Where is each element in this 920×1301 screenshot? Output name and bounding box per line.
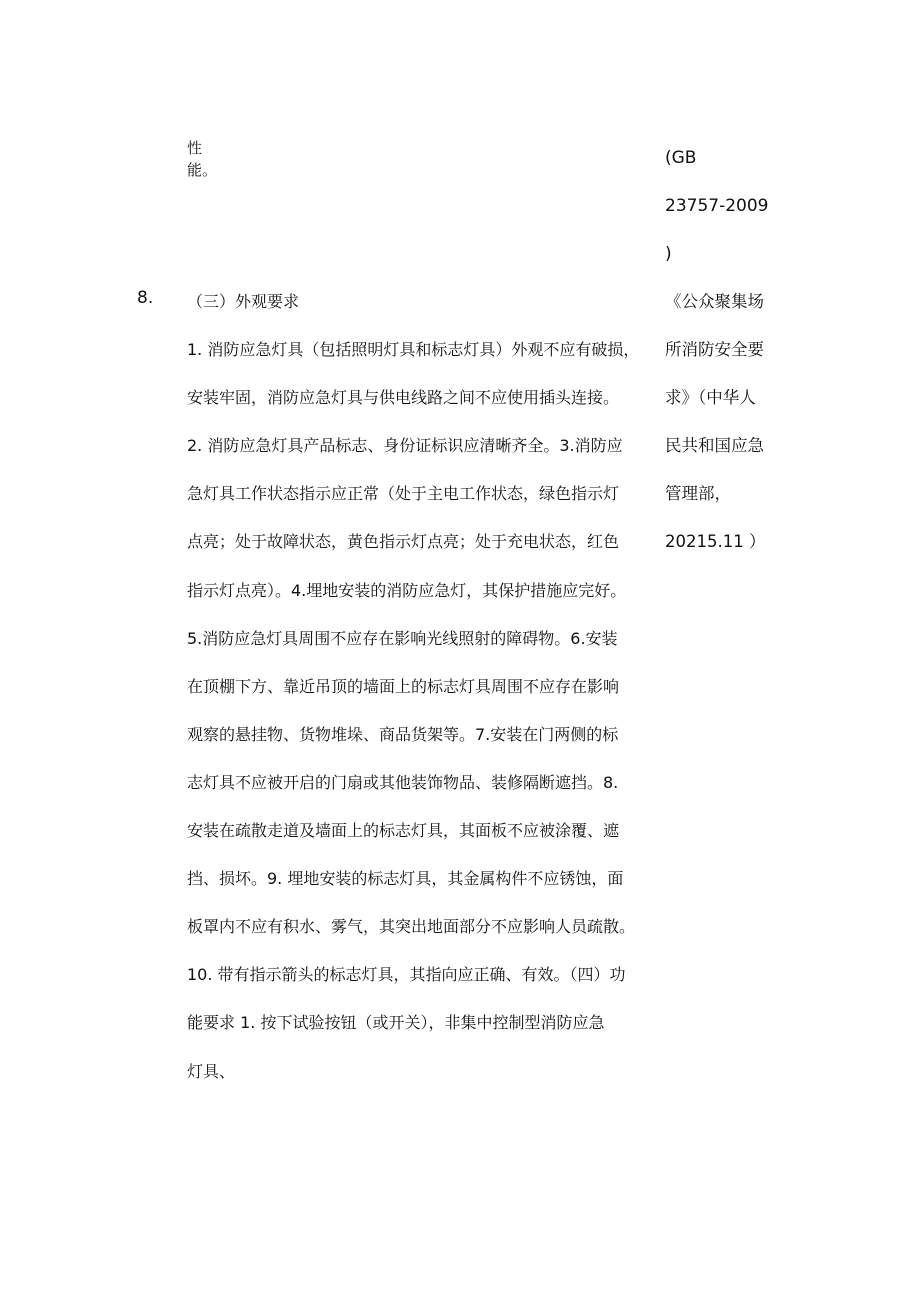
reference-line: 20215.11 ）: [665, 532, 766, 552]
text-line: 灯具、: [187, 1061, 236, 1081]
text-line: 志灯具不应被开启的门扇或其他装饰物品、装修隔断遮挡。8.: [187, 772, 619, 792]
text-line: 急灯具工作状态指示应正常（处于主电工作状态，绿色指示灯: [187, 484, 620, 504]
text-line: 2. 消防应急灯具产品标志、身份证标识应清晰齐全。3.消防应: [187, 436, 623, 456]
source-reference: [665, 278, 800, 567]
text-line: 观察的悬挂物、货物堆垛、商品货架等。7.安装在门两侧的标: [187, 724, 619, 744]
text-line: 指示灯点亮）。4.埋地安装的消防应急灯，其保护措施应完好。: [187, 580, 627, 600]
text-line: 1. 消防应急灯具（包括照明灯具和标志灯具）外观不应有破损，: [187, 340, 640, 360]
standard-line: (GB: [665, 148, 697, 168]
item-number: 8.: [137, 288, 154, 308]
reference-line: 民共和国应急: [665, 436, 764, 456]
text-line: 板罩内不应有积水、雾气，其突出地面部分不应影响人员疏散。: [187, 917, 636, 937]
fragment-line: 性: [187, 139, 203, 157]
text-line: 安装在疏散走道及墙面上的标志灯具，其面板不应被涂覆、遮: [187, 821, 620, 841]
reference-line: 管理部，: [665, 484, 731, 504]
reference-line: 求》（中华人: [665, 388, 756, 408]
performance-fragment: [187, 137, 217, 181]
fragment-line: 能。: [187, 161, 218, 179]
text-line: 在顶棚下方、靠近吊顶的墙面上的标志灯具周围不应存在影响: [187, 676, 620, 696]
reference-line: 所消防安全要: [665, 340, 764, 360]
text-line: 点亮；处于故障状态，黄色指示灯点亮；处于充电状态，红色: [187, 532, 620, 552]
requirements-text: [187, 278, 657, 1096]
standard-line: ): [665, 244, 672, 264]
text-line: 安装牢固，消防应急灯具与供电线路之间不应使用插头连接。: [187, 388, 620, 408]
text-line: 10. 带有指示箭头的标志灯具，其指向应正确、有效。（四）功: [187, 965, 626, 985]
text-line: 挡、损坏。9. 埋地安装的标志灯具，其金属构件不应锈蚀，面: [187, 869, 624, 889]
standard-reference: [665, 134, 795, 278]
reference-line: 《公众聚集场: [665, 292, 764, 311]
section-heading: （三）外观要求: [187, 292, 300, 311]
text-line: 能要求 1. 按下试验按钮（或开关），非集中控制型消防应急: [187, 1013, 605, 1033]
standard-line: 23757-2009: [665, 196, 769, 216]
text-line: 5.消防应急灯具周围不应存在影响光线照射的障碍物。6.安装: [187, 628, 618, 648]
